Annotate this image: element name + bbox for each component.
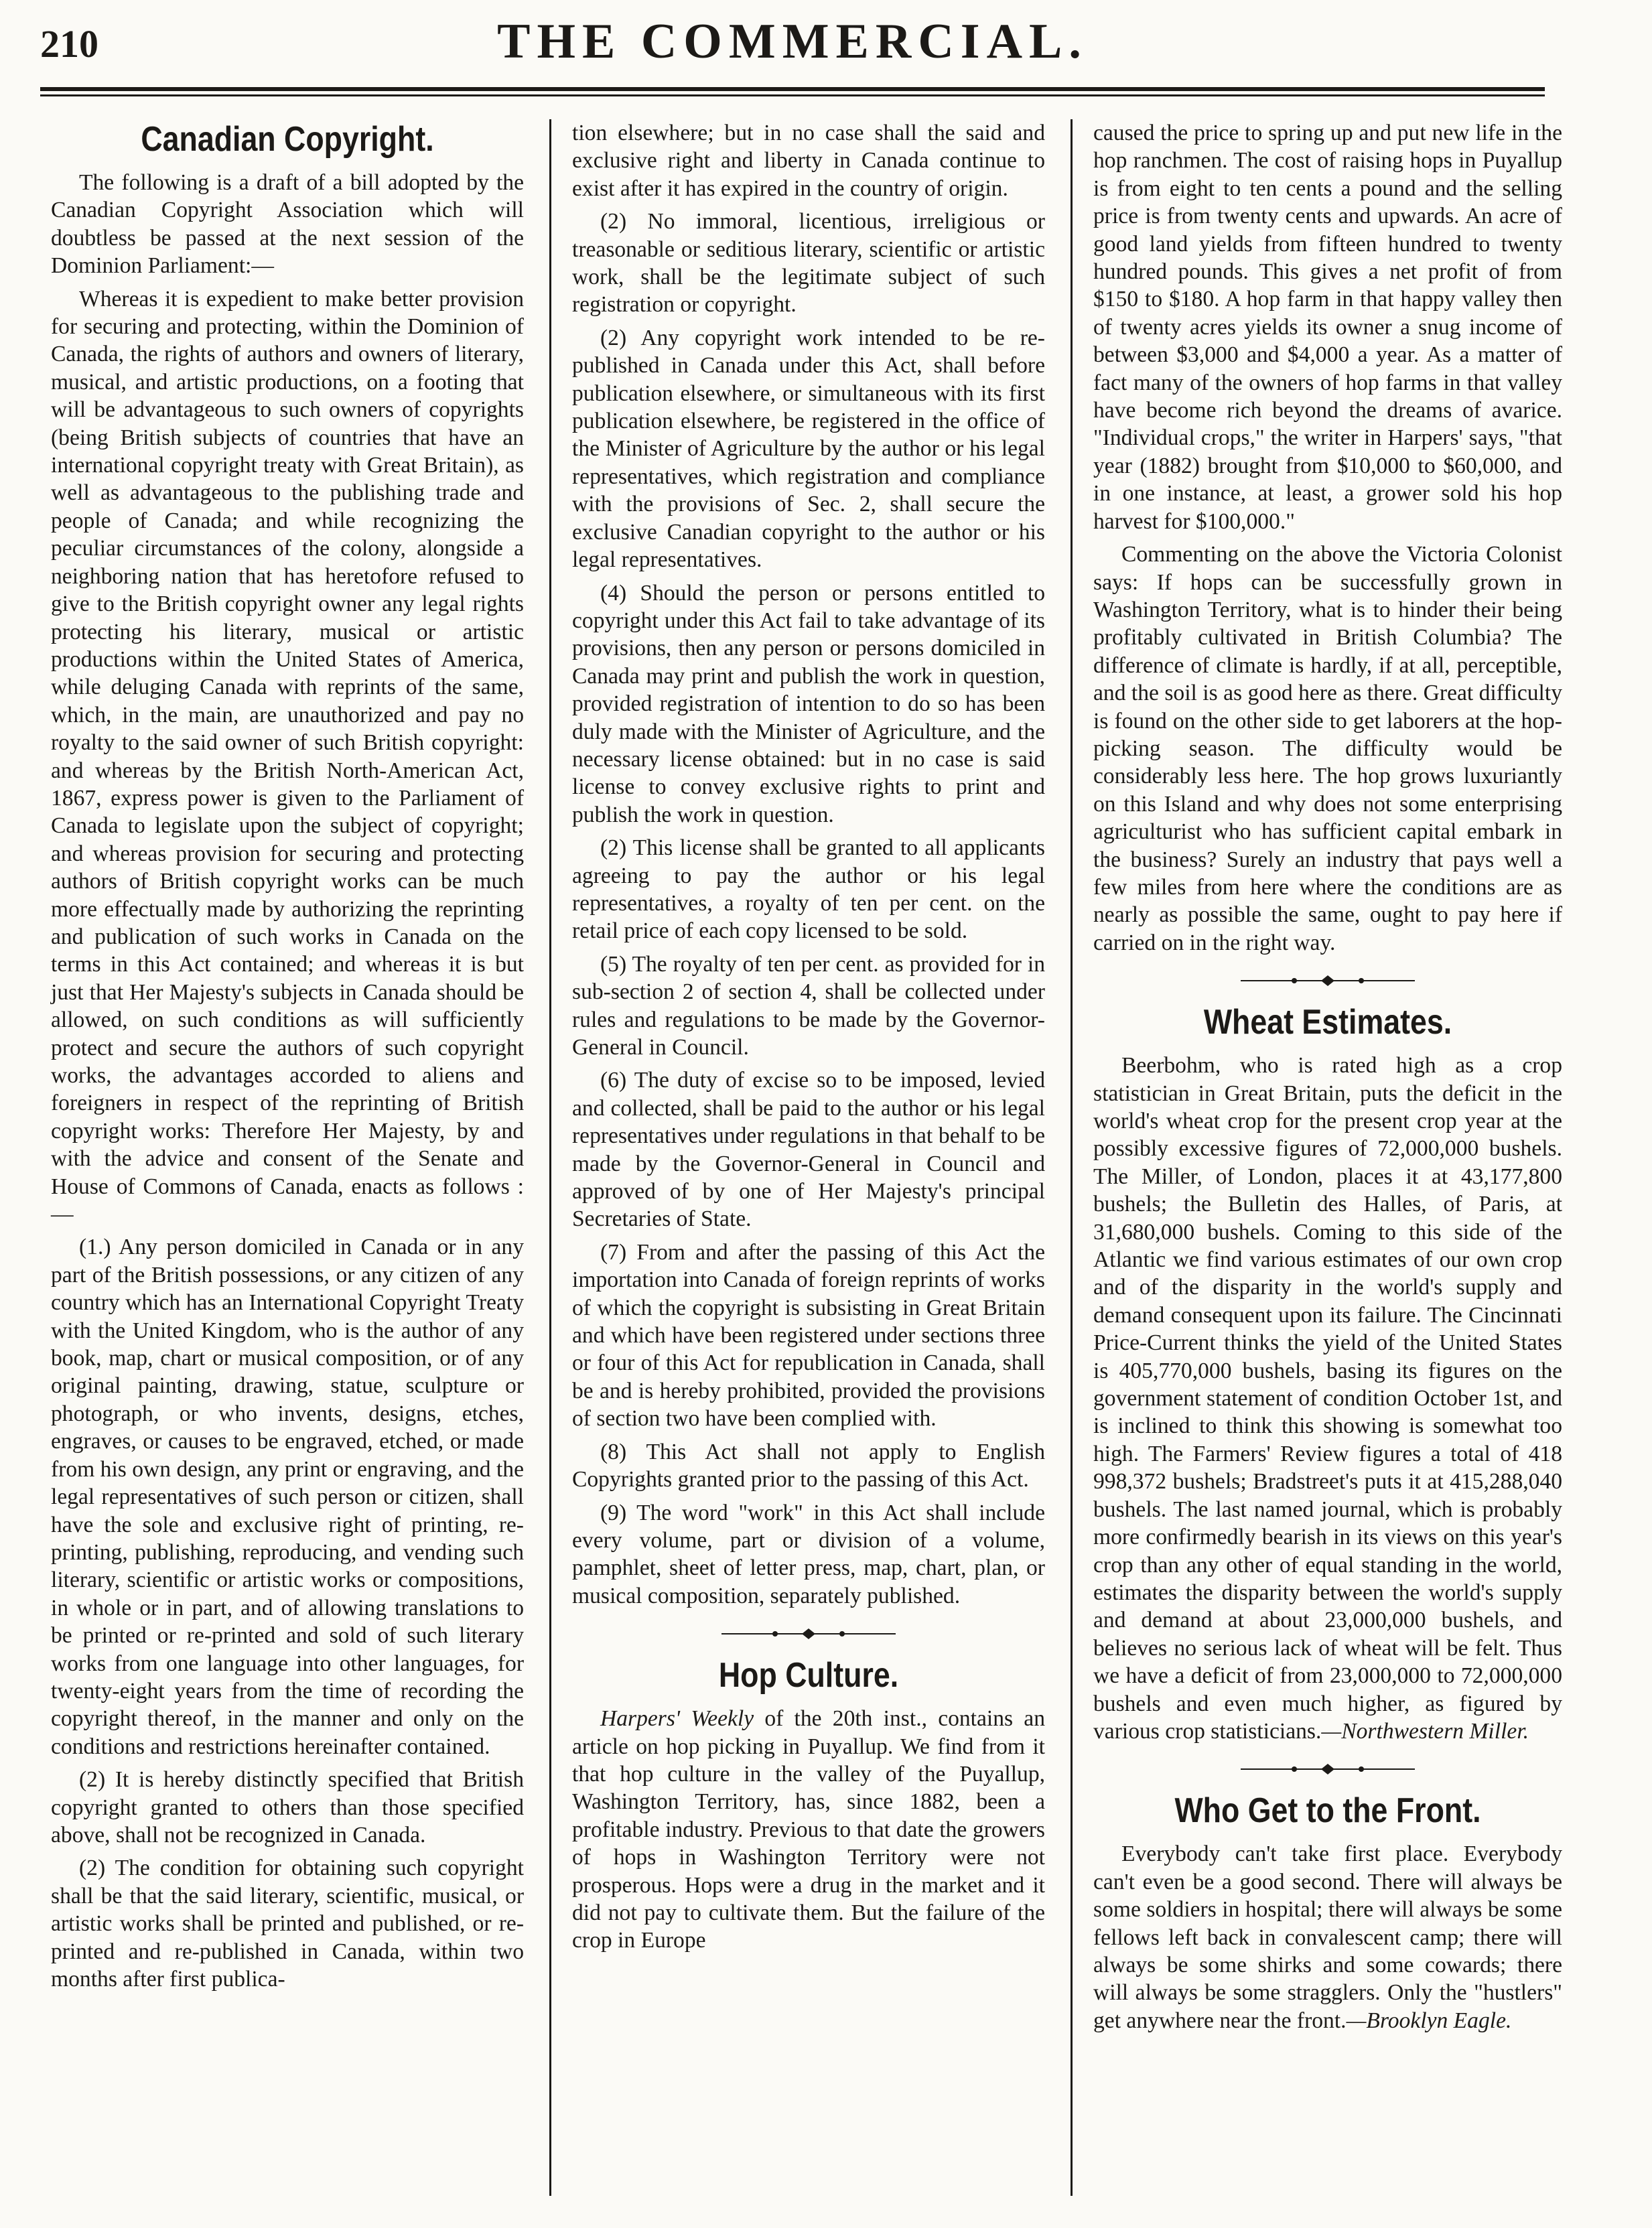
paragraph-text: Beerbohm, who is rated high as a crop statistician in Great Britain, puts the deficit in the world's wheat crop for the present crop year at the possibly excessive figures of 72,000,000 bushels. The Miller, of London, places it at 43,177,800 bushels; the Bulletin des Halles, of Paris, at 31,680,000 bushels. Coming to this side of the Atlantic we find various estimates of our own crop and of the disparity in the world's supply and demand consequent upon its failure. The Cincinnati Price-Current thinks the yield of the United States is 405,770,000 bushels, basing its figures on the government statement of condition October 1st, and is inclined to think this showing is somewhat too high. The Farmers' Review figures a total of 418 998,372 bushels; Bradstreet's puts it at 415,288,040 bushels. The last named journal, which is probably more confirmedly bearish in its views on this year's crop than any other of equal standing in the world, estimates the disparity between the world's supply and demand at about 23,000,000 bushels, and believes no serious lack of wheat will be felt. Thus we have a deficit of from 23,000,000 to 72,000,000 bushels and even much higher, as figured by various crop statisticians. <box>1093 1053 1562 1744</box>
article-paragraph: The following is a draft of a bill adopted by the Canadian Copyright Association which will doubtless be passed at the next session of the Dominion Parliament:— <box>51 170 524 279</box>
article-paragraph <box>1093 1840 1562 2034</box>
article-paragraph: Whereas it is expedient to make better provision for securing and protecting, within the Dominion of Canada, the rights of authors and owners of literary, musical, and artistic productions, on a footing that will be advantageous to such owners of copyrights (being British subjects of countries that have an international copyright treaty with Great Britain), as well as advantageous to the publishing trade and people of Canada; and while recognizing the peculiar circumstances of the colony, alongside a neighboring nation that has heretofore refused to give to the British copyright owner any legal rights protecting his literary, musical or artistic productions within the United States of America, while deluging Canada with reprints of the same, which, in the main, are unauthorized and pay no royalty to the said owner of such British copyright: and whereas by the British North-American Act, 1867, express power is given to the Parliament of Canada to legislate upon the subject of copyright; and whereas provision for securing and protecting authors of British copyright works can be much more effectually made by authorizing the reprinting and publication of such works in Canada on the terms in this Act contained; and whereas it is but just that Her Majesty's subjects in Canada should be allowed, on such conditions as will sufficiently protect and secure the authors of such copyright works, the advantages accorded to aliens and foreigners in respect of the reprinting of British copyright works: Therefore Her Majesty, by and with the advice and consent of the Senate and House of Commons of Canada, enacts as follows :— <box>51 286 524 1227</box>
article-title-canadian-copyright: Canadian Copyright. <box>141 120 434 159</box>
article-paragraph: (2) The condition for obtaining such copyright shall be that the said literary, scientific, musical, or artistic works shall be printed and published, or re-printed and re-published in Canada, within two months after first publica- <box>51 1856 524 1992</box>
article-title-who-get-to-front: Who Get to the Front. <box>1174 1791 1481 1831</box>
column-1 <box>51 119 524 1998</box>
article-paragraph: (7) From and after the passing of this Act the importation into Canada of foreign reprints of works of which the copyright is subsisting in Great Britain and which have been registered under sections three or four of this Act for republication in Canada, shall be and is hereby prohibited, provided the provisions of section two have been complied with. <box>572 1239 1045 1432</box>
article-paragraph: Commenting on the above the Victoria Colonist says: If hops can be successfully grown in Washington Territory, what is to hinder their being profitably cultivated in British Columbia? The difference of climate is hardly, if at all, perceptible, and the soil is as good here as there. Great difficulty is found on the other side to get laborers at the hop-picking season. The difficulty would be considerably less here. The hop grows luxuriantly on this Island and why does not some enterprising agriculturist who has sufficient capital embark in the business? Surely an industry that pays well a few miles from here where the conditions are as nearly as possible the same, ought to pay here if carried on in the right way. <box>1093 542 1562 955</box>
column-divider <box>1071 119 1073 2196</box>
column-2 <box>572 119 1045 1960</box>
article-title-wheat-estimates: Wheat Estimates. <box>1203 1003 1452 1042</box>
column-divider <box>549 119 551 2196</box>
article-paragraph: (2) Any copyright work intended to be re-published in Canada under this Act, shall before publication elsewhere, or simultaneous with its first publication elsewhere, be registered in the office of the Minister of Agriculture by the author or his legal representatives, which registration and compliance with the provisions of Sec. 2, shall secure the exclusive Canadian copyright to the author or his legal representatives. <box>572 325 1045 573</box>
article-paragraph: (2) It is hereby distinctly specified that British copyright granted to others than those specified above, shall not be recognized in Canada. <box>51 1767 524 1848</box>
article-paragraph: (4) Should the person or persons entitled to copyright under this Act fail to take advantage of its provisions, then any person or persons domiciled in Canada may print and publish the work in question, provided registration of intention to do so has been duly made with the Minister of Agriculture, and the necessary license obtained: but in no case is said license to convey exclusive rights to print and publish the work in question. <box>572 580 1045 827</box>
paragraph-text: Everybody can't take first place. Everybody can't even be a good second. There will always be some soldiers in hospital; there will always be some fellows left back in convalescent camp; there will always be some shirks and some cowards; there will always be some stragglers. Only the "hustlers" get anywhere near the front. <box>1093 1841 1562 2033</box>
article-paragraph <box>572 1705 1045 1955</box>
article-paragraph: (1.) Any person domiciled in Canada or in any part of the British possessions, or any citizen of any country which has an International Copyright Treaty with the United Kingdom, who is the author of any book, map, chart or musical composition, or of any original painting, drawing, statue, sculpture or photograph, or who invents, designs, etches, engraves, or causes to be engraved, etched, or made from his own design, any print or engraving, and the legal representatives of such person or citizen, shall have the sole and exclusive right of printing, re-printing, publishing, reproducing, and vending such literary, scientific or artistic works or compositions, in whole or in part, and of allowing translations to be printed or re-printed and sold of such literary works from one language into other languages, for twenty-eight years from the time of recording the copyright thereof, in the manner and only on the conditions and restrictions hereinafter contained. <box>51 1235 524 1759</box>
article-paragraph: (6) The duty of excise so to be imposed, levied and collected, shall be paid to the author or his legal representatives under regulations in that behalf to be made by the Governor-General in Council and approved of by one of Her Majesty's principal Secretaries of State. <box>572 1068 1045 1232</box>
article-paragraph: (2) This license shall be granted to all applicants agreeing to pay the author or his legal representatives, a royalty of ten per cent. on the retail price of each copy licensed to be sold. <box>572 835 1045 944</box>
section-ornament <box>1241 974 1415 987</box>
article-paragraph: (2) No immoral, licentious, irreligious or treasonable or seditious literary, scientific or artistic work, shall be the legitimate subject of such registration or copyright. <box>572 209 1045 318</box>
article-paragraph: (9) The word "work" in this Act shall include every volume, part or division of a volume, pamphlet, sheet of letter press, map, chart, plan, or musical composition, separately published. <box>572 1500 1045 1608</box>
paragraph-text: of the 20th inst., contains an article on hop picking in Puyallup. We find from it that hop culture in the valley of the Puyallup, Washington Territory, has, since 1882, been a profitable industry. Previous to that date the growers of hops in Washington Territory were not prosperous. Hops were a drug in the market and it did not pay to cultivate them. But the failure of the crop in Europe <box>572 1706 1045 1953</box>
publication-name: Harpers' Weekly <box>600 1706 754 1732</box>
masthead-title: THE COMMERCIAL. <box>497 14 1088 69</box>
article-paragraph <box>1093 1052 1562 1745</box>
article-source: —Northwestern Miller. <box>1321 1718 1529 1744</box>
masthead-rule <box>40 87 1545 96</box>
article-paragraph: tion elsewhere; but in no case shall the said and exclusive right and liberty in Canada continue to exist after it has expired in the country of origin. <box>572 121 1045 201</box>
section-ornament <box>1241 1762 1415 1776</box>
article-paragraph: (8) This Act shall not apply to English Copyrights granted prior to the passing of this Act. <box>572 1439 1045 1492</box>
article-paragraph: caused the price to spring up and put new life in the hop ranchmen. The cost of raising hops in Puyallup is from eight to ten cents a pound and the selling price is from twenty cents and upwards. An acre of good land yields from fifteen hundred to twenty hundred pounds. This gives a net profit of from $150 to $180. A hop farm in that happy valley then of twenty acres yields its owner a snug income of between $3,000 and $4,000 a year. As a matter of fact many of the owners of hop farms in that valley have become rich beyond the dreams of avarice. "Individual crops," the writer in Harpers' says, "that year (1882) brought from $10,000 to $60,000, and in one instance, at least, a grower sold his hop harvest for $100,000." <box>1093 121 1562 534</box>
article-paragraph: (5) The royalty of ten per cent. as provided for in sub-section 2 of section 4, shall be collected under rules and regulations to be made by the Governor-General in Council. <box>572 951 1045 1060</box>
section-ornament <box>721 1627 896 1641</box>
column-3 <box>1093 119 1562 2040</box>
page-number: 210 <box>40 22 98 66</box>
article-title-hop-culture: Hop Culture. <box>718 1656 899 1695</box>
article-source: —Brooklyn Eagle. <box>1346 2008 1512 2033</box>
masthead <box>40 13 1545 87</box>
